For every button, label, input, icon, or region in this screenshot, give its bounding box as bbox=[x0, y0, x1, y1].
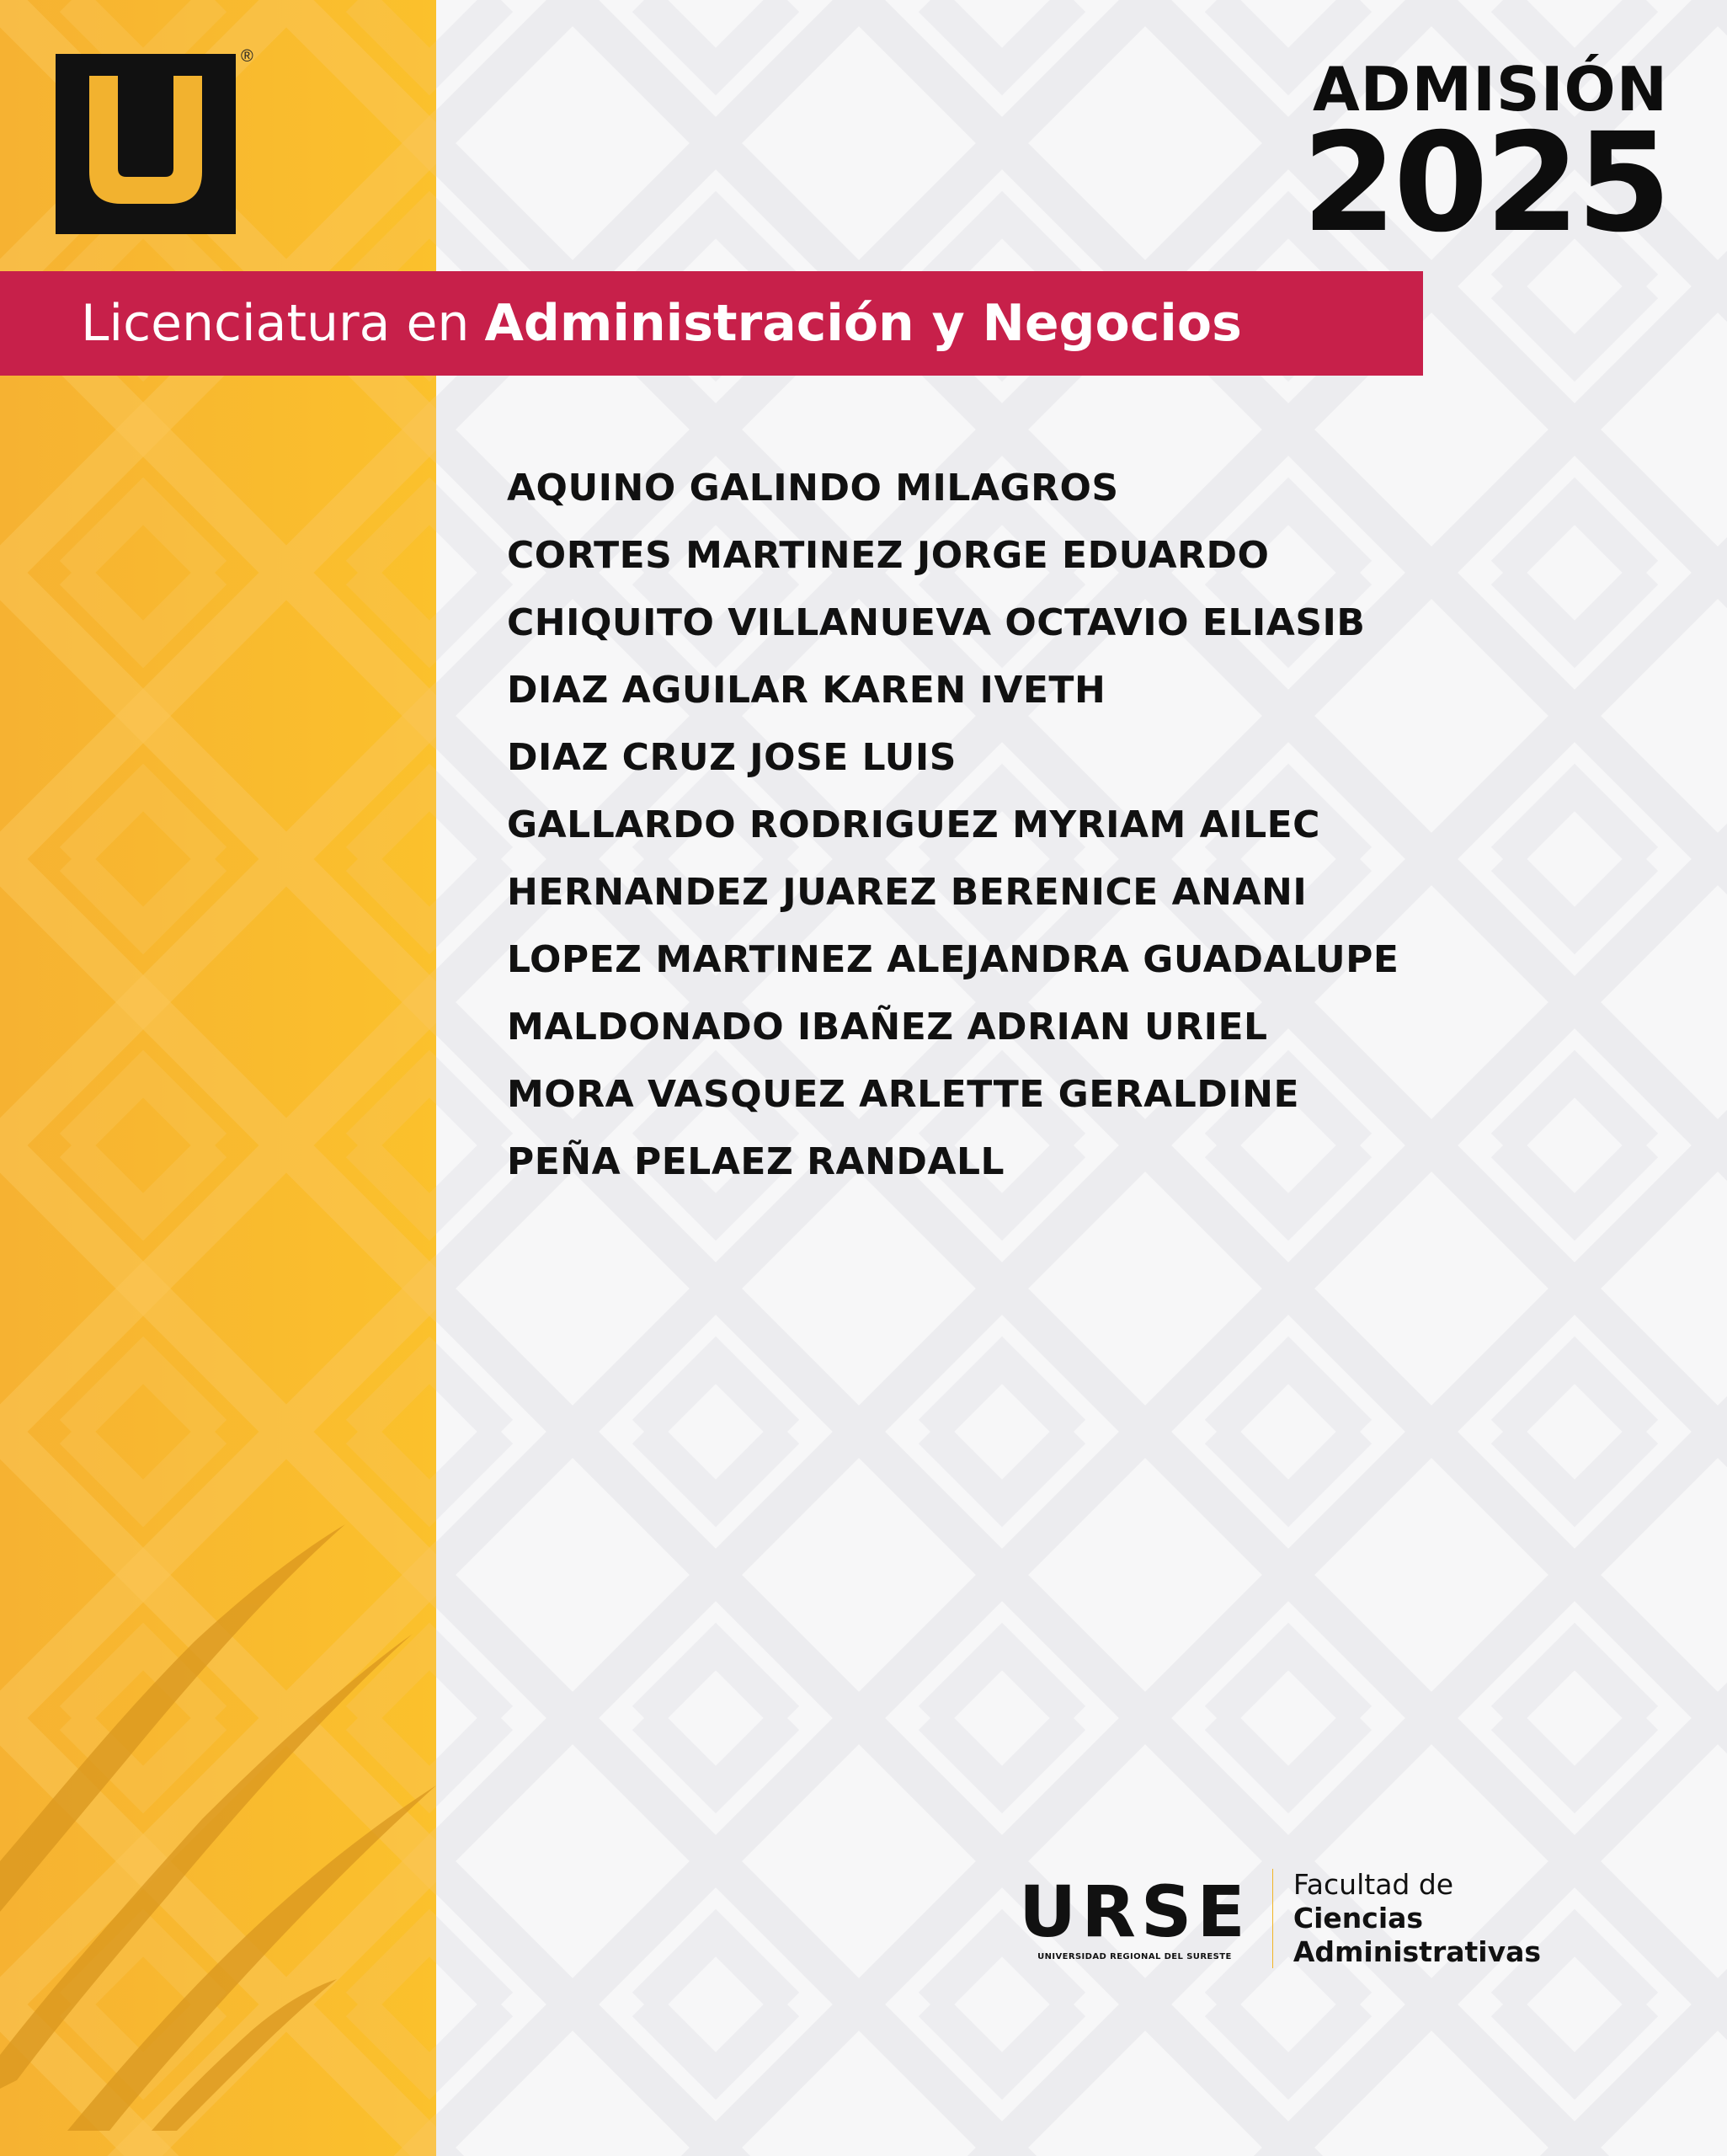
admitted-students-list bbox=[507, 455, 1399, 1196]
list-item: CORTES MARTINEZ JORGE EDUARDO bbox=[507, 534, 1270, 577]
claw-marks-icon bbox=[0, 1508, 436, 2131]
program-prefix: Licenciatura en bbox=[81, 294, 470, 353]
urse-acronym: URSE bbox=[1019, 1870, 1250, 1953]
list-item: AQUINO GALINDO MILAGROS bbox=[507, 467, 1119, 510]
faculty-line-3: Administrativas bbox=[1293, 1935, 1541, 1968]
faculty-line-1: Facultad de bbox=[1293, 1868, 1454, 1901]
university-logo-icon bbox=[56, 54, 236, 234]
list-item: PEÑA PELAEZ RANDALL bbox=[507, 1140, 1005, 1183]
admission-heading bbox=[1247, 54, 1668, 263]
footer-logo bbox=[1019, 1868, 1541, 1969]
registered-mark: ® bbox=[241, 47, 253, 66]
faculty-line-2: Ciencias bbox=[1293, 1902, 1424, 1935]
faculty-name bbox=[1293, 1868, 1541, 1969]
program-banner bbox=[0, 271, 1423, 376]
list-item: GALLARDO RODRIGUEZ MYRIAM AILEC bbox=[507, 803, 1320, 846]
urse-full-name: UNIVERSIDAD REGIONAL DEL SURESTE bbox=[1037, 1951, 1232, 1961]
list-item: MORA VASQUEZ ARLETTE GERALDINE bbox=[507, 1073, 1300, 1116]
admission-word: ADMISIÓN bbox=[1312, 54, 1668, 125]
list-item: CHIQUITO VILLANUEVA OCTAVIO ELIASIB bbox=[507, 601, 1366, 644]
urse-logo bbox=[1019, 1870, 1250, 1961]
footer-divider bbox=[1272, 1869, 1273, 1968]
list-item: MALDONADO IBAÑEZ ADRIAN URIEL bbox=[507, 1006, 1268, 1049]
list-item: LOPEZ MARTINEZ ALEJANDRA GUADALUPE bbox=[507, 938, 1399, 981]
admission-year: 2025 bbox=[1302, 104, 1668, 263]
list-item: DIAZ CRUZ JOSE LUIS bbox=[507, 736, 957, 779]
program-name: Administración y Negocios bbox=[484, 294, 1242, 353]
list-item: DIAZ AGUILAR KAREN IVETH bbox=[507, 669, 1106, 712]
list-item: HERNANDEZ JUAREZ BERENICE ANANI bbox=[507, 871, 1308, 914]
